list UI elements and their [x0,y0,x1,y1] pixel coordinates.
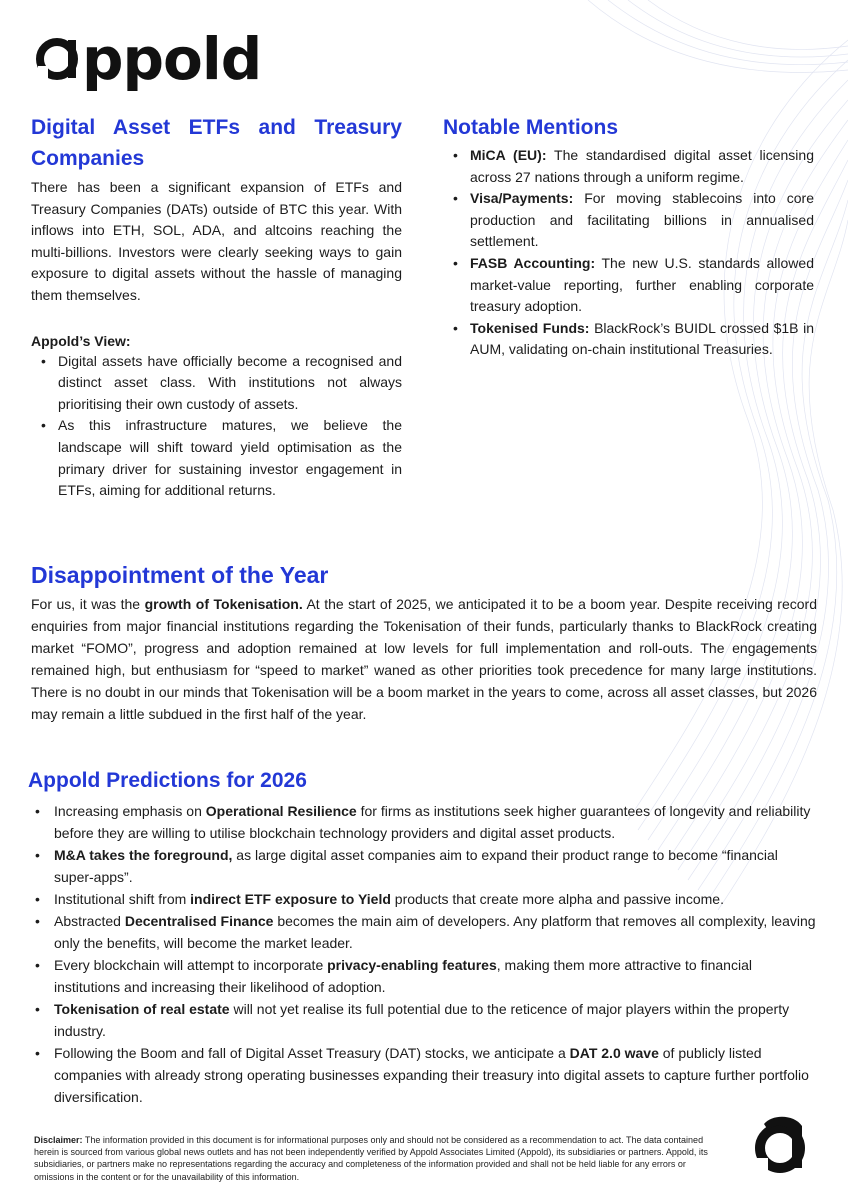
list-item: • FASB Accounting: The new U.S. standards allowed market-value reporting, further enabling corporate treasury adoption. [443,253,814,318]
appold-logo [34,25,262,93]
etf-section [31,112,402,502]
list-item: • As this infrastructure matures, we believe the landscape will shift toward yield optimisation as the primary driver for sustaining investor engagement in ETFs, aiming for additional returns. [31,415,402,501]
list-item: • Tokenised Funds: BlackRock’s BUIDL crossed $1B in AUM, validating on-chain institutional Treasuries. [443,318,814,361]
list-item: • Abstracted Decentralised Finance becomes the main aim of developers. Any platform that removes all complexity, leaving only the benefits, will become the market leader. [28,910,818,954]
predictions-section [28,766,818,1108]
disclaimer-label: Disclaimer: [34,1135,83,1145]
list-item: • Tokenisation of real estate will not yet realise its full potential due to the reticence of major players within the property industry. [28,998,818,1042]
disappointment-text: For us, it was the growth of Tokenisation. At the start of 2025, we anticipated it to be a boom year. Despite receiving record enquiries from major financial institutions regarding the Tokenisation of their funds, particularly thanks to BlackRock creating market “FOMO”, progress and adoption remained at low levels for full implementation and roll-outs. The engagements remained high, but enthusiasm for “speed to market” waned as other priorities took precedence for many large institutions. There is no doubt in our minds that Tokenisation will be a boom market in the years to come, across all asset classes, but 2026 may remain a little subdued in the first half of the year. [31,596,817,722]
list-item: • Institutional shift from indirect ETF exposure to Yield products that create more alpha and passive income. [28,888,818,910]
notable-section [443,112,814,361]
appold-logo-mark-icon [34,36,80,82]
disappointment-section [31,558,817,725]
predictions-title: Appold Predictions for 2026 [28,769,307,792]
appold-view-title: Appold’s View: [31,332,131,349]
etf-intro: There has been a significant expansion of ETFs and Treasury Companies (DATs) outside of BTC this year. With inflows into ETH, SOL, ADA, and altcoins reaching the multi-billions. Investors were clearly seeking ways to gain exposure to digital assets without the hassle of managing them themselves. [31,179,402,303]
logo-wordmark: ppold [82,25,262,93]
disclaimer-text: The information provided in this document is for informational purposes only and should not be considered as a recommendation to act. The data contained herein is sourced from various global news outlets and has not been independently verified by Appold Associates Limited (Appold), its subsidiaries or partners. Appold, its subsidiaries, or partners make no representations regarding the accuracy and completeness of the information provided and shall not be held liable for any errors or omissions in the content or for the unavailability of this information. [34,1135,708,1182]
notable-list [443,145,814,361]
disappointment-title: Disappointment of the Year [31,562,329,588]
appold-view-list [31,351,402,502]
disclaimer [34,1134,724,1183]
predictions-list [28,800,818,1108]
list-item: • Digital assets have officially become a recognised and distinct asset class. With institutions not always prioritising their own custody of assets. [31,351,402,416]
list-item: • MiCA (EU): The standardised digital asset licensing across 27 nations through a uniform regime. [443,145,814,188]
list-item: • M&A takes the foreground, as large digital asset companies aim to expand their product range to become “financial super-apps”. [28,844,818,888]
list-item: • Visa/Payments: For moving stablecoins into core production and facilitating billions in annualised settlement. [443,188,814,253]
appold-corner-logo-icon [750,1110,812,1176]
etf-title-line2: Companies [31,147,145,170]
list-item: • Every blockchain will attempt to incorporate privacy-enabling features, making them more attractive to financial institutions and increasing their likelihood of adoption. [28,954,818,998]
etf-title-line1: Digital Asset ETFs and Treasury [31,116,402,139]
list-item: • Following the Boom and fall of Digital Asset Treasury (DAT) stocks, we anticipate a DAT 2.0 wave of publicly listed companies with already strong operating businesses expanding their treasury into digital assets to capture further portfolio diversification. [28,1042,818,1108]
notable-title: Notable Mentions [443,116,619,139]
list-item: • Increasing emphasis on Operational Resilience for firms as institutions seek higher guarantees of longevity and reliability before they are willing to utilise blockchain technology providers and digital asset products. [28,800,818,844]
